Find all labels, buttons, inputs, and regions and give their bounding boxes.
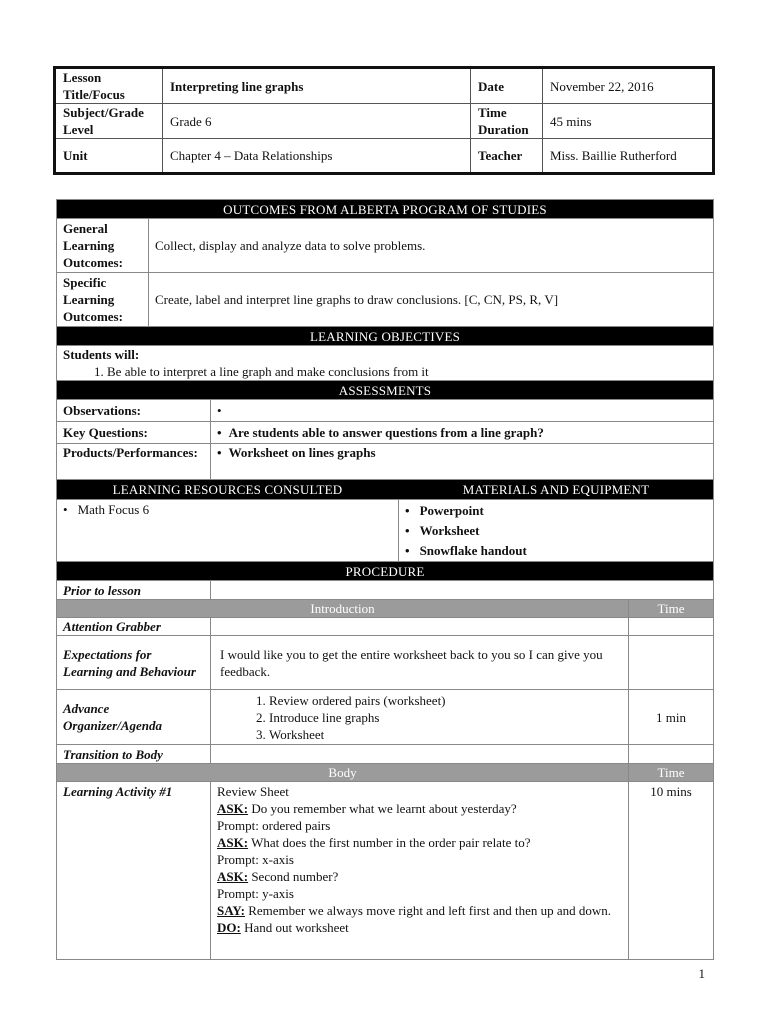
learning-activity-1-label: Learning Activity #1: [57, 782, 211, 960]
prior-to-lesson-value: [211, 581, 714, 600]
date-value: November 22, 2016: [543, 68, 714, 104]
teacher-label: Teacher: [471, 139, 543, 174]
activity-line: SAY: Remember we always move right and left first and then up and down.: [217, 903, 612, 918]
header-row: [55, 104, 714, 139]
lesson-title-label: Lesson Title/Focus: [55, 68, 163, 104]
time-duration-label: Time Duration: [471, 104, 543, 139]
expectations-time: [629, 636, 714, 690]
activity-line: DO: Hand out worksheet: [217, 920, 349, 935]
transition-label: Transition to Body: [57, 745, 211, 764]
advance-organizer-time: 1 min: [629, 690, 714, 745]
attention-grabber-label: Attention Grabber: [57, 618, 211, 636]
specific-outcomes-text: Create, label and interpret line graphs to draw conclusions. [C, CN, PS, R, V]: [149, 273, 714, 327]
objectives-lead: Students will:: [63, 347, 140, 362]
general-outcomes-label: General Learning Outcomes:: [57, 219, 149, 273]
teacher-value: Miss. Baillie Rutherford: [543, 139, 714, 174]
header-row: [55, 68, 714, 104]
activity-line: ASK: Do you remember what we learnt about yesterday?: [217, 801, 517, 816]
procedure-section-title: PROCEDURE: [57, 562, 714, 581]
objective-item: 1. Be able to interpret a line graph and make conclusions from it: [107, 363, 707, 380]
agenda-item: 3. Worksheet: [269, 726, 622, 743]
expectations-label: Expectations for Learning and Behaviour: [57, 636, 211, 690]
materials-title: MATERIALS AND EQUIPMENT: [399, 480, 714, 500]
advance-organizer-list: [211, 690, 629, 745]
observations-label: Observations:: [57, 400, 211, 422]
unit-value: Chapter 4 – Data Relationships: [163, 139, 471, 174]
key-questions-value: • Are students able to answer questions from a line graph?: [211, 422, 714, 444]
activity-line: ASK: Second number?: [217, 869, 339, 884]
material-item: • Worksheet: [405, 521, 707, 541]
objectives-cell: [57, 346, 714, 381]
body-bar: Body: [57, 764, 629, 782]
products-label: Products/Performances:: [57, 444, 211, 480]
agenda-item: 2. Introduce line graphs: [269, 709, 622, 726]
specific-outcomes-label: Specific Learning Outcomes:: [57, 273, 149, 327]
header-row: [55, 139, 714, 174]
attention-grabber-value: [211, 618, 629, 636]
activity-line: Prompt: y-axis: [217, 886, 294, 901]
introduction-bar: Introduction: [57, 600, 629, 618]
key-questions-label: Key Questions:: [57, 422, 211, 444]
outcomes-section-title: OUTCOMES FROM ALBERTA PROGRAM OF STUDIES: [57, 200, 714, 219]
resources-list: [57, 500, 399, 562]
date-label: Date: [471, 68, 543, 104]
subject-grade-value: Grade 6: [163, 104, 471, 139]
resource-item: • Math Focus 6: [63, 501, 392, 518]
objectives-list: [63, 363, 707, 380]
resources-title: LEARNING RESOURCES CONSULTED: [57, 480, 399, 500]
activity-line: Prompt: x-axis: [217, 852, 294, 867]
lesson-header-table: [53, 66, 715, 175]
page-number: 1: [698, 966, 705, 981]
lesson-title-value: Interpreting line graphs: [163, 68, 471, 104]
time-header: Time: [629, 764, 714, 782]
objectives-section-title: LEARNING OBJECTIVES: [57, 327, 714, 346]
observations-value: [211, 400, 714, 422]
materials-list: [399, 500, 714, 562]
expectations-text: I would like you to get the entire worksheet back to you so I can give you feedback.: [211, 636, 629, 690]
subject-grade-label: Subject/Grade Level: [55, 104, 163, 139]
time-header: Time: [629, 600, 714, 618]
advance-organizer-label: Advance Organizer/Agenda: [57, 690, 211, 745]
lesson-plan-table: [56, 199, 714, 960]
activity-line: ASK: What does the first number in the order pair relate to?: [217, 835, 531, 850]
prior-to-lesson-label: Prior to lesson: [57, 581, 211, 600]
general-outcomes-text: Collect, display and analyze data to solve problems.: [149, 219, 714, 273]
transition-value: [211, 745, 629, 764]
assessments-section-title: ASSESSMENTS: [57, 381, 714, 400]
activity-line: Prompt: ordered pairs: [217, 818, 331, 833]
unit-label: Unit: [55, 139, 163, 174]
activity-line: Review Sheet: [217, 784, 289, 799]
learning-activity-1-time: 10 mins: [629, 782, 714, 960]
learning-activity-1-text: [211, 782, 629, 960]
material-item: • Powerpoint: [405, 501, 707, 521]
material-item: • Snowflake handout: [405, 541, 707, 561]
products-value: • Worksheet on lines graphs: [211, 444, 714, 480]
agenda-item: 1. Review ordered pairs (worksheet): [269, 692, 622, 709]
attention-grabber-time: [629, 618, 714, 636]
transition-time: [629, 745, 714, 764]
time-duration-value: 45 mins: [543, 104, 714, 139]
